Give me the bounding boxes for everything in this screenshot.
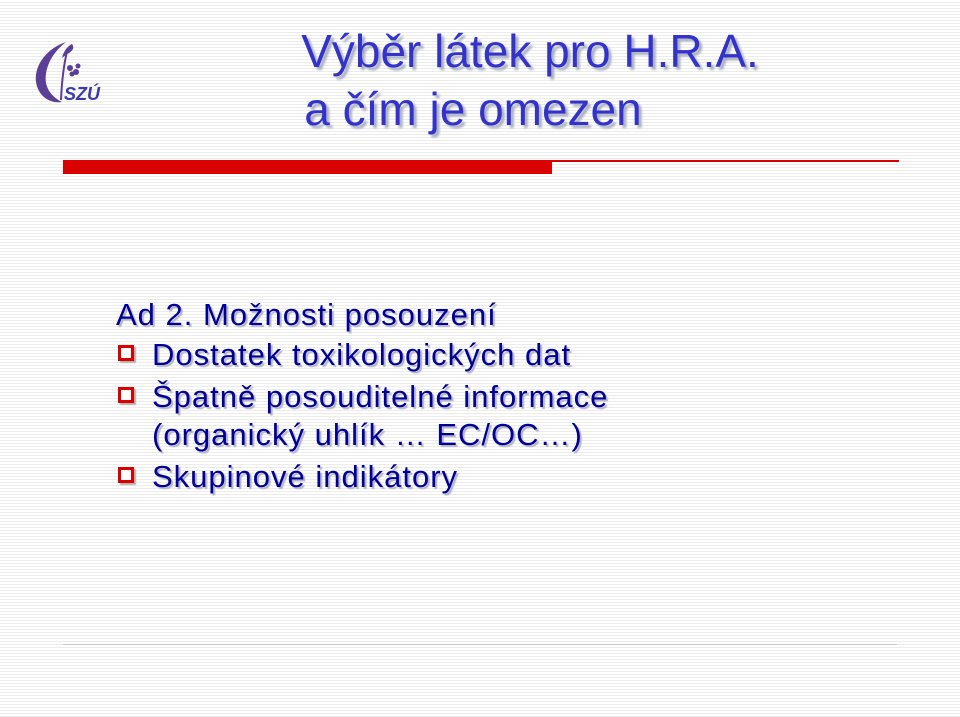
bullet-item: [118, 336, 918, 374]
title-line-2: a čím je omezen: [304, 83, 642, 135]
bullet-text: Skupinové indikátory: [152, 459, 459, 494]
title-line-1: Výběr látek pro H.R.A.: [301, 25, 759, 77]
bullet-continuation: (organický uhlík … EC/OC…): [152, 417, 583, 452]
bullet-text: Špatně posouditelné informace: [152, 379, 609, 414]
footer-rule: [63, 644, 897, 645]
section-heading: Ad 2. Možnosti posouzení: [116, 297, 497, 332]
slide-body: [118, 296, 918, 500]
square-bullet-icon: [118, 467, 134, 483]
square-bullet-icon: [118, 345, 134, 361]
bullet-item: [118, 458, 918, 496]
logo-wordmark: SZÚ: [64, 84, 100, 104]
bullet-item: [118, 378, 918, 454]
slide-title: [0, 22, 960, 138]
bullet-text: Dostatek toxikologických dat: [152, 337, 572, 372]
title-rule-thick: [63, 162, 552, 174]
square-bullet-icon: [118, 387, 134, 403]
